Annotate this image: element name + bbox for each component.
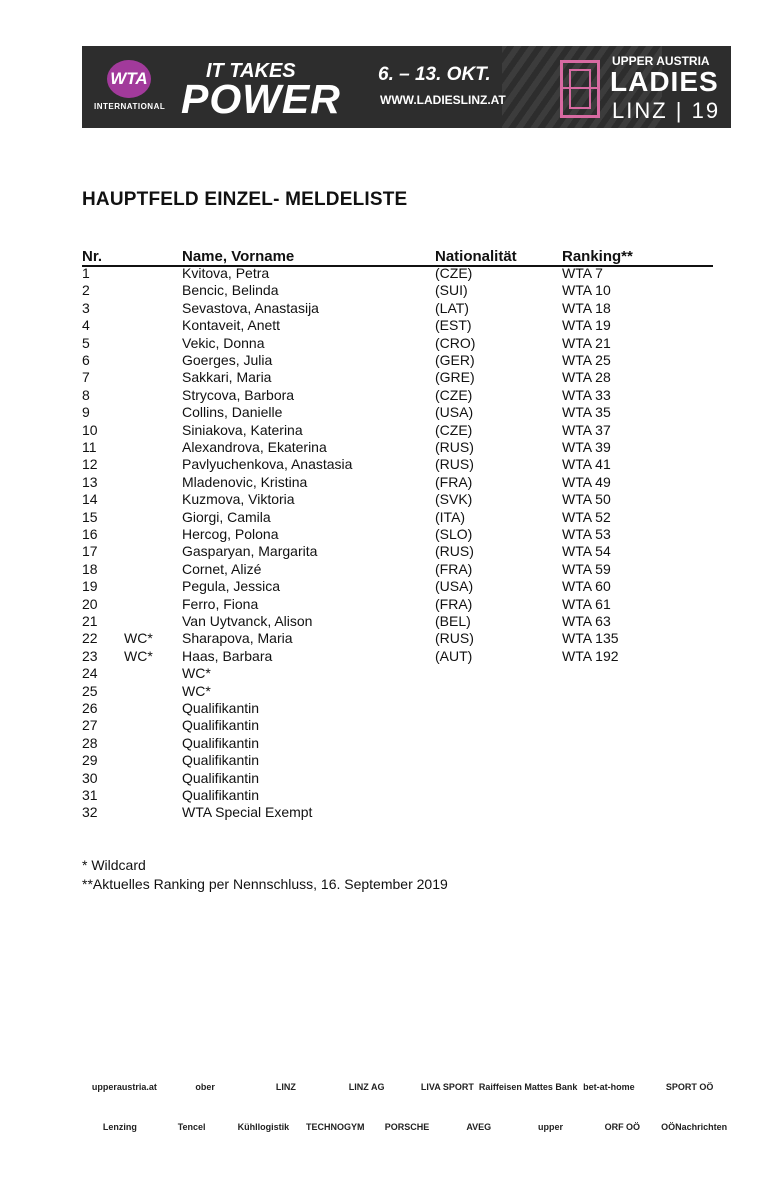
table-row — [0, 352, 767, 369]
entry-number: 24 — [82, 665, 98, 682]
entry-number: 6 — [82, 352, 90, 368]
entry-name: Bencic, Belinda — [182, 282, 279, 299]
entry-name: Kvitova, Petra — [182, 265, 270, 281]
entry-number: 5 — [82, 334, 90, 351]
event-name-line1: UPPER AUSTRIA — [612, 54, 710, 68]
entry-name: Sakkari, Maria — [182, 369, 272, 386]
entry-nationality: (CZE) — [435, 265, 473, 281]
entry-ranking: WTA 18 — [562, 299, 611, 316]
event-name-line2: LADIES — [610, 66, 719, 97]
sponsor-logo: TECHNOGYM — [305, 1122, 365, 1132]
entry-name: Kontaveit, Anett — [182, 317, 281, 334]
entry-number: 20 — [82, 595, 98, 612]
entry-ranking: WTA 28 — [562, 369, 611, 386]
entry-ranking: WTA 63 — [562, 613, 611, 629]
entry-ranking: WTA 39 — [562, 439, 611, 455]
entry-ranking: WTA 50 — [562, 491, 611, 508]
entry-ranking: WTA 41 — [562, 456, 611, 473]
entry-name: Goerges, Julia — [182, 352, 273, 368]
entry-name: WTA Special Exempt — [182, 804, 313, 821]
entry-ranking: WTA 60 — [562, 578, 611, 595]
sponsor-logo: upper — [538, 1122, 564, 1132]
entry-number: 32 — [82, 804, 98, 821]
table-row — [0, 561, 767, 578]
entry-nationality: (RUS) — [435, 630, 474, 647]
table-row — [0, 543, 767, 560]
table-row — [0, 474, 767, 491]
table-row — [0, 630, 767, 647]
sponsor-logos — [86, 1066, 732, 1152]
entry-name: Giorgi, Camila — [182, 508, 271, 525]
entry-name: Qualifikantin — [182, 752, 260, 769]
entry-nationality: (SVK) — [435, 491, 473, 508]
wta-circle: WTA — [107, 60, 151, 98]
table-row — [0, 787, 767, 804]
entry-number: 12 — [82, 456, 98, 473]
entry-name: Ferro, Fiona — [182, 595, 259, 612]
entry-name: Qualifikantin — [182, 717, 260, 734]
event-banner — [82, 46, 731, 128]
table-row — [0, 509, 767, 526]
table-row — [0, 578, 767, 595]
entry-name: Gasparyan, Margarita — [182, 543, 318, 560]
entry-name: Van Uytvanck, Alison — [182, 613, 313, 629]
event-dates: 6. – 13. OKT. — [378, 64, 491, 85]
footnote-ranking: **Aktuelles Ranking per Nennschluss, 16. September 2019 — [82, 876, 448, 892]
sponsor-logo: Tencel — [177, 1122, 206, 1132]
entry-number: 3 — [82, 299, 90, 316]
entry-name: Collins, Danielle — [182, 404, 283, 421]
entry-wildcard-mark: WC* — [124, 630, 153, 647]
entry-ranking: WTA 53 — [562, 526, 611, 542]
entry-number: 23 — [82, 647, 98, 664]
entry-ranking: WTA 19 — [562, 317, 611, 334]
entry-name: WC* — [182, 665, 211, 682]
page-title: HAUPTFELD EINZEL- MELDELISTE — [82, 189, 408, 210]
entry-number: 17 — [82, 543, 98, 560]
entry-ranking: WTA 49 — [562, 473, 611, 490]
entry-number: 18 — [82, 560, 98, 577]
sponsor-logo: Raiffeisen Mattes Bank — [478, 1082, 578, 1092]
sponsor-logo: LINZ — [275, 1082, 296, 1092]
header-nr: Nr. — [82, 248, 103, 265]
entry-number: 27 — [82, 717, 98, 734]
sponsor-logo: AVEG — [466, 1122, 492, 1132]
entry-name: Hercog, Polona — [182, 526, 279, 542]
entry-wildcard-mark: WC* — [124, 647, 153, 664]
entry-ranking: WTA 135 — [562, 630, 619, 647]
sponsor-logo: ORF OÖ — [604, 1122, 641, 1132]
entry-name: Siniakova, Katerina — [182, 421, 303, 438]
wta-sub-label: INTERNATIONAL — [94, 102, 166, 111]
entry-number: 21 — [82, 613, 98, 629]
entry-nationality: (CZE) — [435, 421, 473, 438]
entry-nationality: (RUS) — [435, 439, 474, 455]
entry-name: WC* — [182, 682, 211, 699]
sponsor-logo: SPORT OÖ — [665, 1082, 714, 1092]
entry-nationality: (EST) — [435, 317, 472, 334]
sponsor-logo: LINZ AG — [348, 1082, 385, 1092]
entry-name: Pegula, Jessica — [182, 578, 281, 595]
entry-number: 30 — [82, 769, 98, 786]
table-row — [0, 387, 767, 404]
entry-number: 13 — [82, 473, 98, 490]
table-row — [0, 683, 767, 700]
table-row — [0, 526, 767, 543]
slogan-main: POWER — [181, 76, 341, 122]
entry-number: 11 — [82, 439, 97, 455]
header-name: Name, Vorname — [182, 248, 295, 265]
entry-ranking: WTA 25 — [562, 352, 611, 368]
sponsor-logo: LIVA SPORT — [420, 1082, 474, 1092]
entry-nationality: (AUT) — [435, 647, 473, 664]
table-row — [0, 770, 767, 787]
entry-name: Kuzmova, Viktoria — [182, 491, 295, 508]
entry-nationality: (RUS) — [435, 456, 474, 473]
entry-number: 7 — [82, 369, 90, 386]
entry-ranking: WTA 61 — [562, 595, 611, 612]
table-row — [0, 491, 767, 508]
entry-ranking: WTA 7 — [562, 265, 603, 281]
entry-name: Qualifikantin — [182, 734, 260, 751]
entry-number: 16 — [82, 526, 98, 542]
entry-number: 9 — [82, 404, 90, 421]
entry-ranking: WTA 21 — [562, 334, 611, 351]
table-row — [0, 804, 767, 821]
entry-name: Mladenovic, Kristina — [182, 473, 308, 490]
entry-number: 19 — [82, 578, 98, 595]
entry-nationality: (FRA) — [435, 473, 473, 490]
entry-number: 15 — [82, 508, 98, 525]
entry-ranking: WTA 35 — [562, 404, 611, 421]
event-url: WWW.LADIESLINZ.AT — [380, 93, 506, 107]
entry-ranking: WTA 52 — [562, 508, 611, 525]
entry-nationality: (USA) — [435, 404, 474, 421]
entry-number: 10 — [82, 421, 98, 438]
table-row — [0, 369, 767, 386]
entry-number: 28 — [82, 734, 98, 751]
sponsor-logo: Lenzing — [102, 1122, 137, 1132]
table-row — [0, 700, 767, 717]
entry-name: Qualifikantin — [182, 700, 260, 716]
table-row — [0, 665, 767, 682]
sponsor-logo: upperaustria.at — [91, 1082, 157, 1092]
entry-name: Haas, Barbara — [182, 647, 273, 664]
entry-nationality: (GRE) — [435, 369, 475, 386]
table-row — [0, 335, 767, 352]
entry-ranking: WTA 192 — [562, 647, 619, 664]
sponsor-logo: ober — [195, 1082, 215, 1092]
entry-number: 26 — [82, 700, 98, 716]
entry-nationality: (SUI) — [435, 282, 468, 299]
sponsor-logo: Kühllogistik — [237, 1122, 290, 1132]
table-row — [0, 456, 767, 473]
table-row — [0, 265, 767, 282]
entry-nationality: (FRA) — [435, 595, 473, 612]
event-name-line3: LINZ | 19 — [612, 98, 721, 123]
entry-name: Qualifikantin — [182, 787, 260, 803]
sponsor-logo: bet-at-home — [583, 1082, 635, 1092]
entry-number: 1 — [82, 265, 90, 281]
entry-name: Pavlyuchenkova, Anastasia — [182, 456, 353, 473]
table-row — [0, 648, 767, 665]
entry-nationality: (RUS) — [435, 543, 474, 560]
entry-nationality: (CZE) — [435, 386, 473, 403]
header-nationality: Nationalität — [435, 248, 517, 265]
entry-nationality: (GER) — [435, 352, 475, 368]
table-row — [0, 404, 767, 421]
entry-ranking: WTA 37 — [562, 421, 611, 438]
footnote-wildcard: * Wildcard — [82, 857, 146, 873]
table-row — [0, 317, 767, 334]
entry-name: Vekic, Donna — [182, 334, 265, 351]
table-row — [0, 717, 767, 734]
sponsor-logo: PORSCHE — [384, 1122, 430, 1132]
table-row — [0, 735, 767, 752]
entry-nationality: (BEL) — [435, 613, 471, 629]
entry-nationality: (FRA) — [435, 560, 473, 577]
entry-ranking: WTA 10 — [562, 282, 611, 299]
entry-ranking: WTA 33 — [562, 386, 611, 403]
entry-name: Qualifikantin — [182, 769, 260, 786]
table-row — [0, 422, 767, 439]
tennis-court-icon — [560, 60, 600, 118]
entry-nationality: (SLO) — [435, 526, 473, 542]
entry-name: Cornet, Alizé — [182, 560, 262, 577]
slogan-top: IT TAKES — [206, 60, 296, 82]
entry-nationality: (LAT) — [435, 299, 469, 316]
entry-ranking: WTA 54 — [562, 543, 611, 560]
wta-logo — [94, 60, 164, 120]
entry-number: 14 — [82, 491, 98, 508]
entry-number: 2 — [82, 282, 90, 299]
table-row — [0, 596, 767, 613]
entry-number: 4 — [82, 317, 90, 334]
entry-ranking: WTA 59 — [562, 560, 611, 577]
table-row — [0, 752, 767, 769]
entry-number: 8 — [82, 386, 90, 403]
header-ranking: Ranking** — [562, 248, 633, 265]
entry-number: 25 — [82, 682, 98, 699]
entry-name: Sevastova, Anastasija — [182, 299, 319, 316]
sponsor-logo: OÖNachrichten — [661, 1122, 728, 1132]
entry-nationality: (ITA) — [435, 508, 466, 525]
entry-number: 29 — [82, 752, 98, 769]
entry-number: 31 — [82, 787, 98, 803]
entry-nationality: (USA) — [435, 578, 474, 595]
entry-nationality: (CRO) — [435, 334, 476, 351]
entry-name: Strycova, Barbora — [182, 386, 295, 403]
table-row — [0, 300, 767, 317]
entry-name: Sharapova, Maria — [182, 630, 293, 647]
entry-number: 22 — [82, 630, 98, 647]
table-row — [0, 613, 767, 630]
table-row — [0, 282, 767, 299]
table-row — [0, 439, 767, 456]
entry-name: Alexandrova, Ekaterina — [182, 439, 327, 455]
